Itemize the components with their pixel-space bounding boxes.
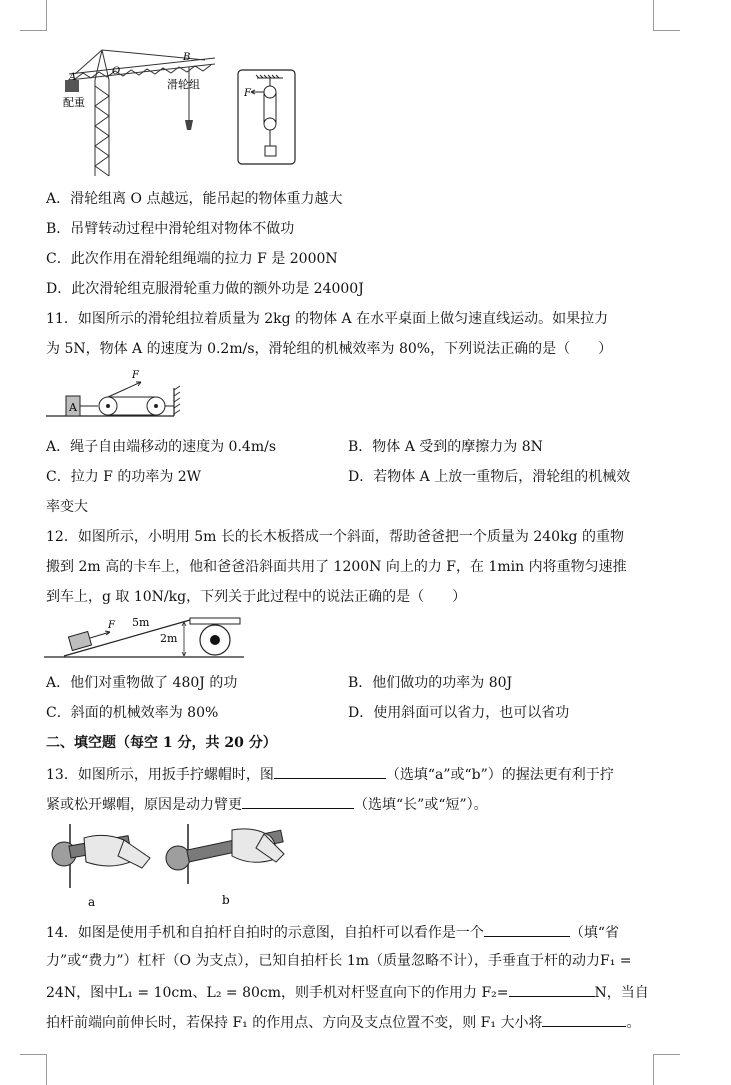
wrench-label-b: b: [222, 893, 230, 907]
q11-option-c: C．拉力 F 的功率为 2W: [46, 469, 202, 485]
crane-figure: [55, 40, 305, 180]
crane-label-a: A: [69, 72, 77, 83]
crop-mark-top-right: [653, 0, 680, 31]
pulley-group-label: 滑轮组: [167, 78, 200, 91]
q14-text-3a: 24N，图中L₁ = 10cm、L₂ = 80cm，则手机对杆竖直向下的作用力 F₂=: [46, 985, 509, 1001]
q11-option-d-cont: 率变大: [46, 499, 88, 515]
q14-text-4b: 。: [626, 1015, 641, 1031]
crop-mark-top-left: [20, 0, 47, 31]
q12-stem-line1: 12．如图所示，小明用 5m 长的长木板搭成一个斜面，帮助爸爸把一个质量为 240kg 的重物: [46, 529, 624, 545]
q12-height-label: 2m: [160, 632, 178, 645]
crop-mark-bottom-right: [653, 1054, 680, 1085]
q11-stem-line1: 11．如图所示的滑轮组拉着质量为 2kg 的物体 A 在水平桌面上做匀速直线运动。如果拉力: [46, 311, 609, 327]
q12-length-label: 5m: [132, 616, 150, 629]
q14-blank-1[interactable]: [484, 922, 570, 937]
q14-text-1a: 14．如图是使用手机和自拍杆自拍时的示意图，自拍杆可以看作是一个: [46, 925, 484, 941]
q12-force-label: F: [108, 620, 115, 631]
q14-line3: [46, 982, 649, 1002]
q11-force-label: F: [132, 370, 139, 381]
q13-wrench-figure-b: [160, 824, 290, 910]
crane-label-o: O: [112, 66, 121, 77]
crane-label-b: B: [183, 52, 191, 63]
q11-stem-line2: 为 5N，物体 A 的速度为 0.2m/s，滑轮组的机械效率为 80%，下列说法正确的是（ ）: [46, 341, 613, 357]
q13-wrench-figure-a: [44, 824, 154, 910]
q12-option-b: B．他们做功的功率为 80J: [348, 675, 513, 691]
q12-option-a: A．他们对重物做了 480J 的功: [46, 675, 238, 691]
q11-pulley-figure: [46, 366, 186, 422]
q11-option-d: D．若物体 A 上放一重物后，滑轮组的机械效: [348, 469, 631, 485]
counterweight-label: 配重: [63, 96, 85, 109]
q13-blank-2[interactable]: [242, 794, 354, 809]
q12-crate: [68, 632, 91, 651]
q12-option-c: C．斜面的机械效率为 80%: [46, 705, 219, 721]
q10-option-d: D．此次滑轮组克服滑轮重力做的额外功是 24000J: [46, 281, 364, 297]
q12-stem-line2: 搬到 2m 高的卡车上，他和爸爸沿斜面共用了 1200N 向上的力 F，在 1min 内将重物匀速推: [46, 559, 627, 575]
q12-ramp-figure: [44, 612, 254, 662]
q13-line1: [46, 764, 614, 784]
q13-text-2a: 紧或松开螺帽，原因是动力臂更: [46, 797, 242, 813]
q11-option-b: B．物体 A 受到的摩擦力为 8N: [348, 439, 543, 455]
q14-text-3b: N，当自: [594, 985, 649, 1001]
q13-text-2b: （选填“长”或“短”）。: [354, 797, 488, 813]
crop-mark-bottom-left: [20, 1054, 47, 1085]
q14-blank-2[interactable]: [509, 982, 595, 997]
q10-option-c: C．此次作用在滑轮组绳端的拉力 F 是 2000N: [46, 251, 338, 267]
q13-line2: [46, 794, 488, 814]
section-heading-fill-blank: 二、填空题（每空 1 分，共 20 分）: [46, 735, 277, 751]
q13-text-1a: 13．如图所示，用扳手拧螺帽时，图: [46, 767, 274, 783]
q14-blank-3[interactable]: [542, 1012, 626, 1027]
q13-text-1b: （选填“a”或“b”）的握法更有利于拧: [385, 767, 614, 783]
wrench-label-a: a: [88, 895, 96, 909]
crane-hook: [185, 120, 193, 130]
q11-option-a: A．绳子自由端移动的速度为 0.4m/s: [46, 439, 277, 455]
q14-line2: 力”或“费力”）杠杆（O 为支点），已知自拍杆长 1m（质量忽略不计），手垂直于杆的动力F₁ =: [46, 953, 632, 969]
q14-line1: [46, 922, 619, 942]
inset-force-label: F: [244, 88, 251, 99]
q14-line4: [46, 1012, 640, 1032]
q11-block-label: A: [69, 401, 77, 414]
q10-option-a: A．滑轮组离 O 点越远，能吊起的物体重力越大: [46, 191, 343, 207]
pulley-inset-box: [238, 70, 295, 164]
q10-option-b: B．吊臂转动过程中滑轮组对物体不做功: [46, 221, 295, 237]
q14-text-1b: （填“省: [569, 925, 619, 941]
q14-text-4a: 拍杆前端向前伸长时，若保持 F₁ 的作用点、方向及支点位置不变，则 F₁ 大小将: [46, 1015, 543, 1031]
q12-option-d: D．使用斜面可以省力，也可以省功: [348, 705, 570, 721]
q12-stem-line3: 到车上，g 取 10N/kg，下列关于此过程中的说法正确的是（ ）: [46, 589, 467, 605]
q13-blank-1[interactable]: [274, 764, 386, 779]
